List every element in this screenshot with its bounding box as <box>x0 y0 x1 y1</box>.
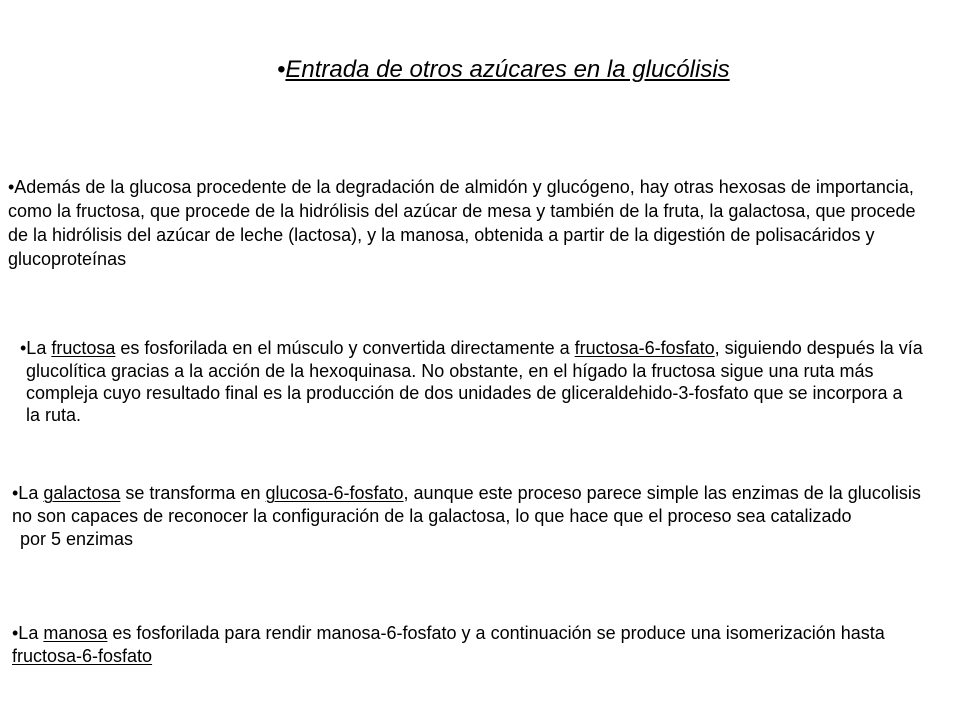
fructose-6-phosphate-term: fructosa-6-fosfato <box>574 338 715 358</box>
title-text: Entrada de otros azúcares en la glucólisis <box>285 56 730 83</box>
fructose-paragraph-line <box>20 336 923 360</box>
galactose-line-middle: se transforma en <box>120 483 266 503</box>
intro-paragraph-line: como la fructosa, que procede de la hidrólisis del azúcar de mesa y también de la fruta, la galactosa, que procede <box>8 201 916 221</box>
galactose-paragraph-line: por 5 enzimas <box>20 529 134 549</box>
galactose-line-start: •La <box>12 483 44 503</box>
galactose-term: galactosa <box>43 483 121 503</box>
fructose-6-phosphate-term: fructosa-6-fosfato <box>12 646 153 666</box>
fructose-paragraph-line: la ruta. <box>26 405 82 425</box>
mannose-line-start: •La <box>12 623 44 643</box>
fructose-line-end: , siguiendo después la vía <box>714 338 923 358</box>
intro-paragraph-line: glucoproteínas <box>8 249 127 269</box>
intro-paragraph-line: •Además de la glucosa procedente de la degradación de almidón y glucógeno, hay otras hexosas de importancia, <box>8 177 914 197</box>
mannose-line-end: es fosforilada para rendir manosa-6-fosfato y a continuación se produce una isomerización hasta <box>107 623 885 643</box>
glucose-6-phosphate-term: glucosa-6-fosfato <box>265 483 404 503</box>
fructose-line-middle: es fosforilada en el músculo y convertida directamente a <box>115 338 575 358</box>
slide-title <box>277 55 730 85</box>
galactose-paragraph-line: no son capaces de reconocer la configuración de la galactosa, lo que hace que el proceso sea catalizado <box>12 506 852 526</box>
fructose-term: fructosa <box>51 338 116 358</box>
galactose-line-end: , aunque este proceso parece simple las enzimas de la glucolisis <box>403 483 921 503</box>
fructose-line-start: •La <box>20 338 52 358</box>
fructose-paragraph-line: glucolítica gracias a la acción de la hexoquinasa. No obstante, en el hígado la fructosa sigue una ruta más <box>26 361 874 381</box>
title-bullet: • <box>277 56 286 83</box>
mannose-term: manosa <box>43 623 108 643</box>
mannose-paragraph-line <box>12 621 885 645</box>
fructose-paragraph-line: compleja cuyo resultado final es la producción de dos unidades de gliceraldehido-3-fosfato que se incorpora a <box>26 383 903 403</box>
galactose-paragraph-line <box>12 481 921 505</box>
intro-paragraph-line: de la hidrólisis del azúcar de leche (lactosa), y la manosa, obtenida a partir de la digestión de polisacáridos y <box>8 225 875 245</box>
